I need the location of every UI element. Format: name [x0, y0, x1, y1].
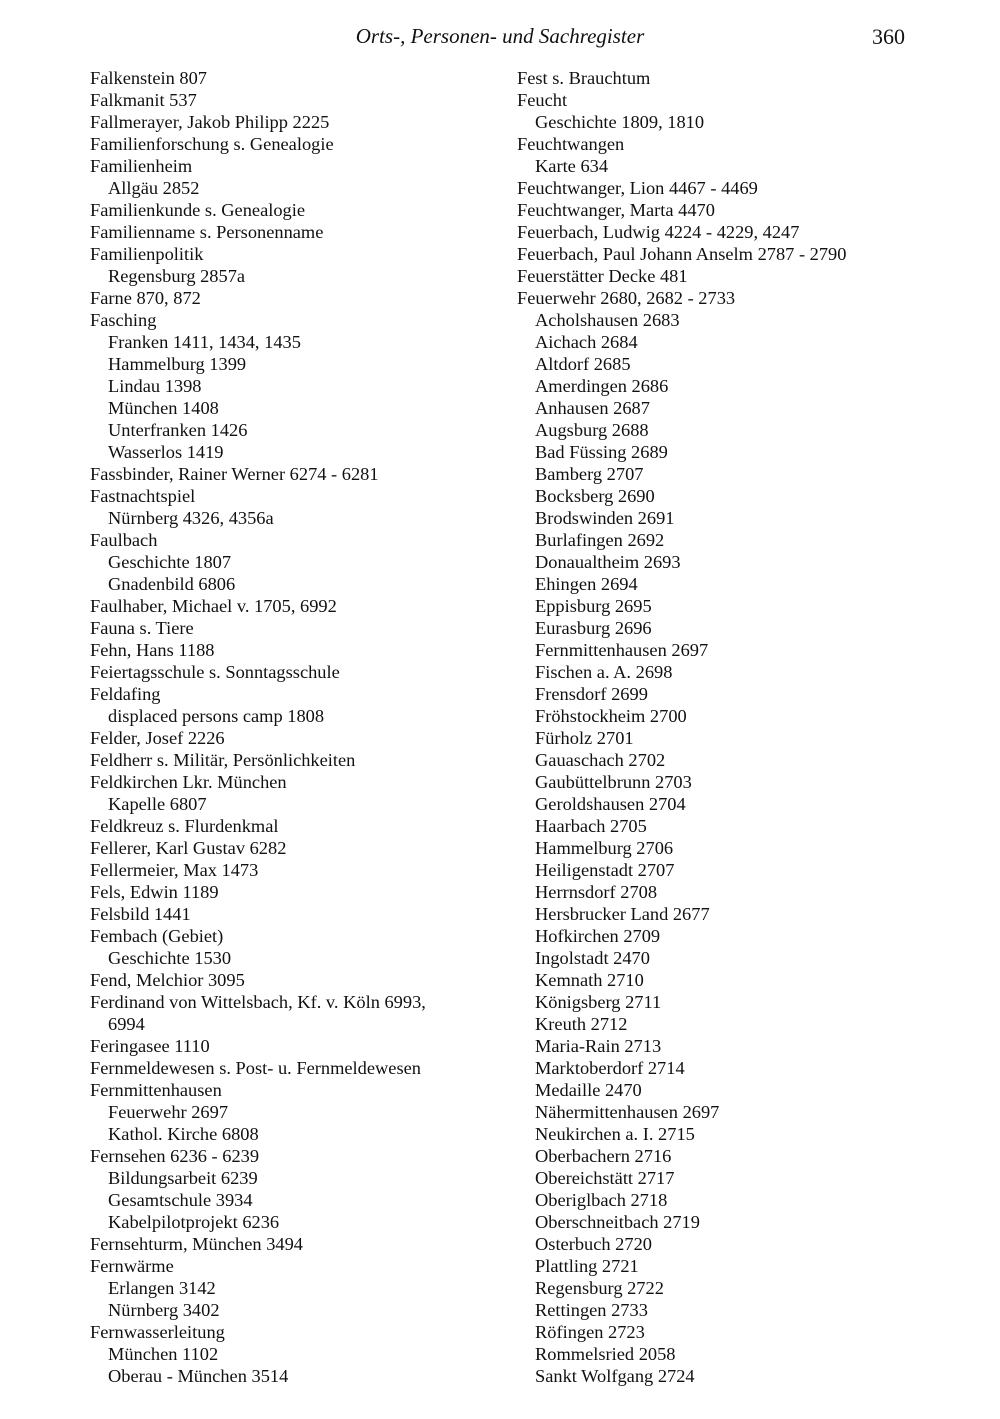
index-subentry: Geschichte 1809, 1810: [535, 112, 705, 132]
index-subentry: Regensburg 2722: [535, 1278, 664, 1298]
index-entry: Feldafing: [90, 684, 161, 704]
index-entry: Feuerbach, Paul Johann Anselm 2787 - 2790: [517, 244, 847, 264]
index-subentry: Gaubüttelbrunn 2703: [535, 772, 692, 792]
index-subentry: Fürholz 2701: [535, 728, 634, 748]
index-subentry: Augsburg 2688: [535, 420, 649, 440]
index-subentry: Haarbach 2705: [535, 816, 647, 836]
index-entry: Farne 870, 872: [90, 288, 201, 308]
index-subentry: München 1408: [108, 398, 219, 418]
index-subentry: Gauaschach 2702: [535, 750, 666, 770]
index-subentry: Medaille 2470: [535, 1080, 642, 1100]
index-subentry: Hersbrucker Land 2677: [535, 904, 710, 924]
index-entry: Fernsehen 6236 - 6239: [90, 1146, 260, 1166]
index-entry: Falkenstein 807: [90, 68, 207, 88]
index-subentry: Unterfranken 1426: [108, 420, 248, 440]
index-subentry: 6994: [108, 1014, 145, 1034]
index-subentry: Kemnath 2710: [535, 970, 644, 990]
index-subentry: Wasserlos 1419: [108, 442, 224, 462]
index-subentry: Oberiglbach 2718: [535, 1190, 668, 1210]
index-subentry: Fröhstockheim 2700: [535, 706, 687, 726]
index-subentry: Maria-Rain 2713: [535, 1036, 662, 1056]
index-subentry: Obereichstätt 2717: [535, 1168, 675, 1188]
index-entry: Familienforschung s. Genealogie: [90, 134, 334, 154]
index-subentry: Franken 1411, 1434, 1435: [108, 332, 301, 352]
page-number: 360: [872, 24, 905, 49]
index-subentry: Lindau 1398: [108, 376, 202, 396]
index-entry: Faulbach: [90, 530, 158, 550]
index-subentry: Brodswinden 2691: [535, 508, 675, 528]
index-entry: Feuchtwanger, Marta 4470: [517, 200, 715, 220]
index-subentry: Donaualtheim 2693: [535, 552, 681, 572]
index-column-right: [517, 67, 987, 1387]
index-subentry: Königsberg 2711: [535, 992, 662, 1012]
index-entry: Fernwärme: [90, 1256, 174, 1276]
index-subentry: Kabelpilotprojekt 6236: [108, 1212, 280, 1232]
index-entry: Felsbild 1441: [90, 904, 191, 924]
index-subentry: Erlangen 3142: [108, 1278, 216, 1298]
index-entry: Fels, Edwin 1189: [90, 882, 219, 902]
index-subentry: Rettingen 2733: [535, 1300, 648, 1320]
index-subentry: Oberschneitbach 2719: [535, 1212, 700, 1232]
index-entry: Fernwasserleitung: [90, 1322, 225, 1342]
index-subentry: Acholshausen 2683: [535, 310, 680, 330]
index-subentry: Amerdingen 2686: [535, 376, 669, 396]
index-entry: Fernmittenhausen: [90, 1080, 222, 1100]
index-entry: Fehn, Hans 1188: [90, 640, 215, 660]
index-subentry: Nürnberg 3402: [108, 1300, 220, 1320]
index-entry: Feldkreuz s. Flurdenkmal: [90, 816, 279, 836]
index-subentry: Plattling 2721: [535, 1256, 639, 1276]
index-subentry: Aichach 2684: [535, 332, 638, 352]
index-subentry: displaced persons camp 1808: [108, 706, 325, 726]
index-subentry: Bad Füssing 2689: [535, 442, 668, 462]
index-subentry: Oberau - München 3514: [108, 1366, 289, 1386]
index-entry: Fest s. Brauchtum: [517, 68, 651, 88]
index-subentry: Regensburg 2857a: [108, 266, 246, 286]
index-entry: Felder, Josef 2226: [90, 728, 225, 748]
index-subentry: Bildungsarbeit 6239: [108, 1168, 258, 1188]
index-subentry: Karte 634: [535, 156, 609, 176]
index-subentry: Burlafingen 2692: [535, 530, 665, 550]
index-subentry: Bamberg 2707: [535, 464, 644, 484]
index-subentry: Fischen a. A. 2698: [535, 662, 673, 682]
index-subentry: Neukirchen a. I. 2715: [535, 1124, 695, 1144]
index-subentry: Nähermittenhausen 2697: [535, 1102, 720, 1122]
index-entry: Feucht: [517, 90, 568, 110]
index-subentry: Ehingen 2694: [535, 574, 638, 594]
index-entry: Fembach (Gebiet): [90, 926, 224, 946]
index-entry: Fasching: [90, 310, 157, 330]
index-entry: Fauna s. Tiere: [90, 618, 194, 638]
index-entry: Fastnachtspiel: [90, 486, 196, 506]
index-subentry: Geroldshausen 2704: [535, 794, 686, 814]
index-subentry: Altdorf 2685: [535, 354, 631, 374]
index-entry: Familienkunde s. Genealogie: [90, 200, 306, 220]
index-subentry: Marktoberdorf 2714: [535, 1058, 685, 1078]
index-subentry: Kapelle 6807: [108, 794, 207, 814]
index-entry: Feldherr s. Militär, Persönlichkeiten: [90, 750, 356, 770]
index-subentry: Anhausen 2687: [535, 398, 650, 418]
index-subentry: Nürnberg 4326, 4356a: [108, 508, 274, 528]
index-entry: Feuchtwanger, Lion 4467 - 4469: [517, 178, 758, 198]
index-subentry: Eurasburg 2696: [535, 618, 652, 638]
index-entry: Feuchtwangen: [517, 134, 625, 154]
index-subentry: Kathol. Kirche 6808: [108, 1124, 259, 1144]
index-entry: Fernsehturm, München 3494: [90, 1234, 303, 1254]
index-entry: Familienheim: [90, 156, 193, 176]
index-subentry: Rommelsried 2058: [535, 1344, 676, 1364]
index-subentry: Frensdorf 2699: [535, 684, 648, 704]
index-subentry: Herrnsdorf 2708: [535, 882, 658, 902]
index-subentry: Eppisburg 2695: [535, 596, 652, 616]
index-entry: Falkmanit 537: [90, 90, 197, 110]
index-subentry: Bocksberg 2690: [535, 486, 655, 506]
index-entry: Ferdinand von Wittelsbach, Kf. v. Köln 6993,: [90, 992, 426, 1012]
index-subentry: Ingolstadt 2470: [535, 948, 650, 968]
index-entry: Fend, Melchior 3095: [90, 970, 245, 990]
index-entry: Feiertagsschule s. Sonntagsschule: [90, 662, 340, 682]
index-subentry: Osterbuch 2720: [535, 1234, 652, 1254]
index-entry: Feldkirchen Lkr. München: [90, 772, 287, 792]
index-subentry: Geschichte 1807: [108, 552, 232, 572]
index-subentry: Sankt Wolfgang 2724: [535, 1366, 695, 1386]
index-subentry: Geschichte 1530: [108, 948, 232, 968]
index-entry: Feuerstätter Decke 481: [517, 266, 688, 286]
index-subentry: München 1102: [108, 1344, 219, 1364]
index-entry: Feuerbach, Ludwig 4224 - 4229, 4247: [517, 222, 800, 242]
index-subentry: Hammelburg 2706: [535, 838, 674, 858]
index-entry: Familienname s. Personenname: [90, 222, 324, 242]
index-subentry: Fernmittenhausen 2697: [535, 640, 709, 660]
index-subentry: Röfingen 2723: [535, 1322, 645, 1342]
index-entry: Fallmerayer, Jakob Philipp 2225: [90, 112, 330, 132]
index-subentry: Heiligenstadt 2707: [535, 860, 675, 880]
index-entry: Faulhaber, Michael v. 1705, 6992: [90, 596, 337, 616]
index-subentry: Gesamtschule 3934: [108, 1190, 253, 1210]
index-entry: Feuerwehr 2680, 2682 - 2733: [517, 288, 736, 308]
index-entry: Fellermeier, Max 1473: [90, 860, 259, 880]
index-subentry: Feuerwehr 2697: [108, 1102, 229, 1122]
index-subentry: Gnadenbild 6806: [108, 574, 236, 594]
index-entry: Feringasee 1110: [90, 1036, 210, 1056]
page-header-title: Orts-, Personen- und Sachregister: [355, 24, 645, 48]
index-entry: Familienpolitik: [90, 244, 204, 264]
index-subentry: Hofkirchen 2709: [535, 926, 661, 946]
index-subentry: Oberbachern 2716: [535, 1146, 672, 1166]
index-subentry: Hammelburg 1399: [108, 354, 247, 374]
index-entry: Fernmeldewesen s. Post- u. Fernmeldewesen: [90, 1058, 421, 1078]
index-entry: Fassbinder, Rainer Werner 6274 - 6281: [90, 464, 379, 484]
index-subentry: Kreuth 2712: [535, 1014, 628, 1034]
index-column-left: [90, 67, 490, 1387]
index-entry: Fellerer, Karl Gustav 6282: [90, 838, 287, 858]
index-subentry: Allgäu 2852: [108, 178, 200, 198]
